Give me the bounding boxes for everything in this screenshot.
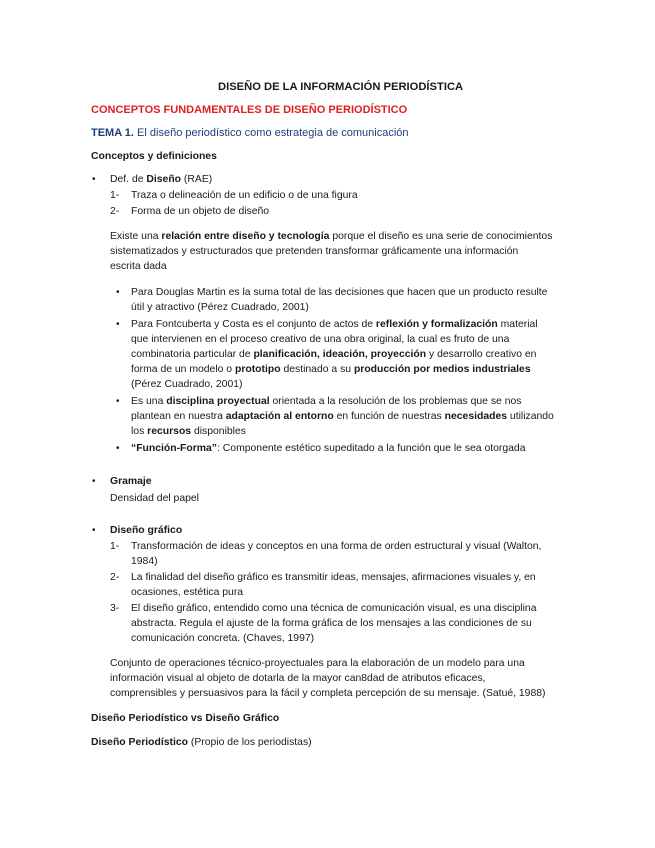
fontcuberta-line-2: que intervienen en el proceso creativo de una obra original, la cual es fruto de una [131, 334, 510, 345]
text-run: material [497, 319, 538, 330]
text-run: disponibles [191, 426, 246, 437]
dg-item-2-line-2: ocasiones, estética pura [131, 587, 244, 598]
diseno-grafico-title: Diseño gráfico [110, 525, 183, 536]
bold-run: relación entre diseño y tecnología [161, 231, 330, 242]
text-run: utilizando [507, 411, 554, 422]
def-item-1: Traza o delineación de un edificio o de una figura [131, 190, 358, 201]
fontcuberta-line-3 [131, 348, 536, 362]
gramaje-text: Densidad del papel [110, 493, 199, 504]
dg-item-3-line-2: abstracta. Regula el ajuste de la forma gráfica de los mensajes a las condiciones de su [131, 618, 532, 629]
bullet-icon: • [92, 174, 96, 185]
tema-text: El diseño periodístico como estrategia de comunicación [134, 127, 409, 139]
funcion-forma-line [131, 442, 526, 456]
douglas-line-1: Para Douglas Martin es la suma total de las decisiones que hacen que un producto resulte [131, 287, 548, 298]
list-number: 1- [110, 541, 120, 552]
bold-run: prototipo [234, 364, 281, 375]
text-run: Es una [131, 396, 167, 407]
bold-run: planificación, ideación, proyección [253, 349, 427, 360]
text-run: : Componente estético supeditado a la función que le sea otorgada [217, 443, 526, 454]
fontcuberta-line-1 [131, 318, 538, 332]
bullet-icon: • [116, 287, 120, 298]
existe-line-3: escrita dada [110, 261, 167, 272]
gramaje-title: Gramaje [110, 476, 152, 487]
disciplina-line-3 [131, 425, 246, 439]
text-run: en función de nuestras [333, 411, 445, 422]
bold-run: reflexión y formalización [375, 319, 498, 330]
def-prefix: Def. de [110, 174, 147, 185]
text-run: combinatoria particular de [131, 349, 254, 360]
def-suffix: (RAE) [181, 174, 213, 185]
bold-run: recursos [147, 426, 192, 437]
vs-heading: Diseño Periodístico vs Diseño Gráfico [91, 713, 280, 724]
text-run: plantean en nuestra [131, 411, 226, 422]
text-run: los [131, 426, 148, 437]
text-run: y desarrollo creativo en [426, 349, 537, 360]
dg-item-1-line-1: Transformación de ideas y conceptos en una forma de orden estructural y visual (Walton, [131, 541, 542, 552]
bold-run: disciplina proyectual [166, 396, 270, 407]
concepts-heading: Conceptos y definiciones [91, 151, 217, 162]
list-number: 1- [110, 190, 120, 201]
text-run: forma de un modelo o [131, 364, 235, 375]
bullet-icon: • [92, 525, 96, 536]
section-subtitle: CONCEPTOS FUNDAMENTALES DE DISEÑO PERIODÍSTICO [91, 104, 408, 116]
list-number: 2- [110, 206, 120, 217]
bold-run: “Función-Forma” [131, 443, 218, 454]
text-run: orientada a la resolución de los problemas que se nos [269, 396, 522, 407]
conjunto-line-1: Conjunto de operaciones técnico-proyectuales para la elaboración de un modelo para una [110, 658, 525, 669]
conjunto-line-2: información visual al objeto de dotarla de la mayor can8dad de atributos eficaces, [110, 673, 486, 684]
bullet-icon: • [92, 476, 96, 487]
text-run: destinado a su [280, 364, 354, 375]
document-title: DISEÑO DE LA INFORMACIÓN PERIODÍSTICA [218, 81, 464, 93]
dg-item-2-line-1: La finalidad del diseño gráfico es transmitir ideas, mensajes, afirmaciones visuales y, en [131, 572, 536, 583]
douglas-line-2: útil y atractivo (Pérez Cuadrado, 2001) [131, 302, 309, 313]
text-run: (Propio de los periodistas) [188, 737, 312, 748]
disciplina-line-2 [131, 410, 554, 424]
def-word: Diseño [146, 174, 182, 185]
text-run: Para Fontcuberta y Costa es el conjunto de actos de [131, 319, 376, 330]
fontcuberta-line-5: (Pérez Cuadrado, 2001) [131, 379, 243, 390]
bold-run: necesidades [444, 411, 508, 422]
list-number: 2- [110, 572, 120, 583]
tema-label: TEMA 1. [91, 127, 134, 139]
dg-item-3-line-1: El diseño gráfico, entendido como una técnica de comunicación visual, es una disciplina [131, 603, 537, 614]
bullet-icon: • [116, 396, 120, 407]
def-diseno-heading [110, 173, 212, 187]
bullet-icon: • [116, 319, 120, 330]
text-run: porque el diseño es una serie de conocimientos [329, 231, 553, 242]
list-number: 3- [110, 603, 120, 614]
tema-heading [91, 126, 409, 140]
conjunto-line-3: comprensibles y persuasivos para la fácil y completa percepción de su mensaje. (Satué, 1988) [110, 688, 546, 699]
disciplina-line-1 [131, 395, 521, 409]
def-item-2: Forma de un objeto de diseño [131, 206, 270, 217]
existe-line-1 [110, 230, 552, 244]
fontcuberta-line-4 [131, 363, 531, 377]
bullet-icon: • [116, 443, 120, 454]
text-run: Existe una [110, 231, 162, 242]
dg-item-1-line-2: 1984) [131, 556, 158, 567]
existe-line-2: sistematizados y estructurados que pretenden transformar gráficamente una información [110, 246, 519, 257]
bold-run: adaptación al entorno [225, 411, 334, 422]
bold-run: Diseño Periodístico [91, 737, 189, 748]
bold-run: producción por medios industriales [353, 364, 531, 375]
dg-item-3-line-3: comunicación concreta. (Chaves, 1997) [131, 633, 315, 644]
periodistico-line [91, 736, 312, 750]
